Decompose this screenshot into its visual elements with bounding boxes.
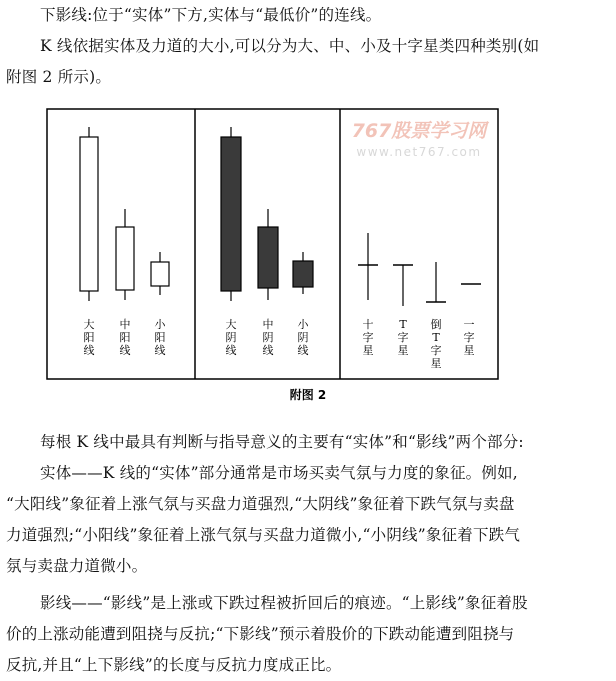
body-line-1: 每根 K 线中最具有判断与指导意义的主要有“实体”和“影线”两个部分: <box>40 433 524 451</box>
candle-big-yang <box>80 127 98 301</box>
body-line-2: 实体——K 线的“实体”部分通常是市场买卖气氛与力度的象征。例如, <box>40 464 518 482</box>
label-big-yin: 大阴线 <box>225 318 237 357</box>
label-mid-yang: 中阳线 <box>119 318 131 357</box>
figure-caption: 附图 2 <box>289 388 327 402</box>
intro-line-3: 附图 2 所示)。 <box>6 68 112 86</box>
watermark-url: www.net767.com <box>356 145 482 159</box>
body-line-4: 力道强烈;“小阳线”象征着上涨气氛与买盘力道微小,“小阴线”象征着下跌气 <box>6 526 521 544</box>
label-cross-star: 十字星 <box>362 318 374 357</box>
body-line-8: 反抗,并且“上下影线”的长度与反抗力度成正比。 <box>6 656 342 674</box>
intro-line-2: K 线依据实体及力道的大小,可以分为大、中、小及十字星类四种类别(如 <box>40 37 540 55</box>
candle-inverted-t-star <box>426 262 446 302</box>
candle-mid-yin <box>258 209 278 300</box>
label-inverted-t-star: 倒 T 字星 <box>430 318 442 370</box>
label-one-line-star: 一字星 <box>463 318 475 357</box>
body-line-6: 影线——“影线”是上涨或下跌过程被折回后的痕迹。“上影线”象征着股 <box>40 594 528 612</box>
label-small-yin: 小阴线 <box>297 318 309 357</box>
label-small-yang: 小阳线 <box>154 318 166 357</box>
candle-big-yin <box>221 127 241 301</box>
candle-mid-yang <box>116 209 134 300</box>
intro-line-1: 下影线:位于“实体”下方,实体与“最低价”的连线。 <box>40 6 382 24</box>
body-line-7: 价的上涨动能遭到阻挠与反抗;“下影线”预示着股价的下跌动能遭到阻挠与 <box>6 625 515 643</box>
candle-small-yang <box>151 252 169 295</box>
label-mid-yin: 中阴线 <box>262 318 274 357</box>
candle-small-yin <box>293 252 313 294</box>
label-big-yang: 大阳线 <box>83 318 95 357</box>
watermark-title: 767股票学习网 <box>351 120 487 142</box>
body-line-5: 氛与卖盘力道微小。 <box>6 557 148 575</box>
body-line-3: “大阳线”象征着上涨气氛与买盘力道强烈,“大阴线”象征着下跌气氛与卖盘 <box>6 495 515 513</box>
label-t-star: T 字星 <box>397 318 409 357</box>
candle-cross-star <box>358 233 378 300</box>
candle-t-star <box>393 265 413 306</box>
